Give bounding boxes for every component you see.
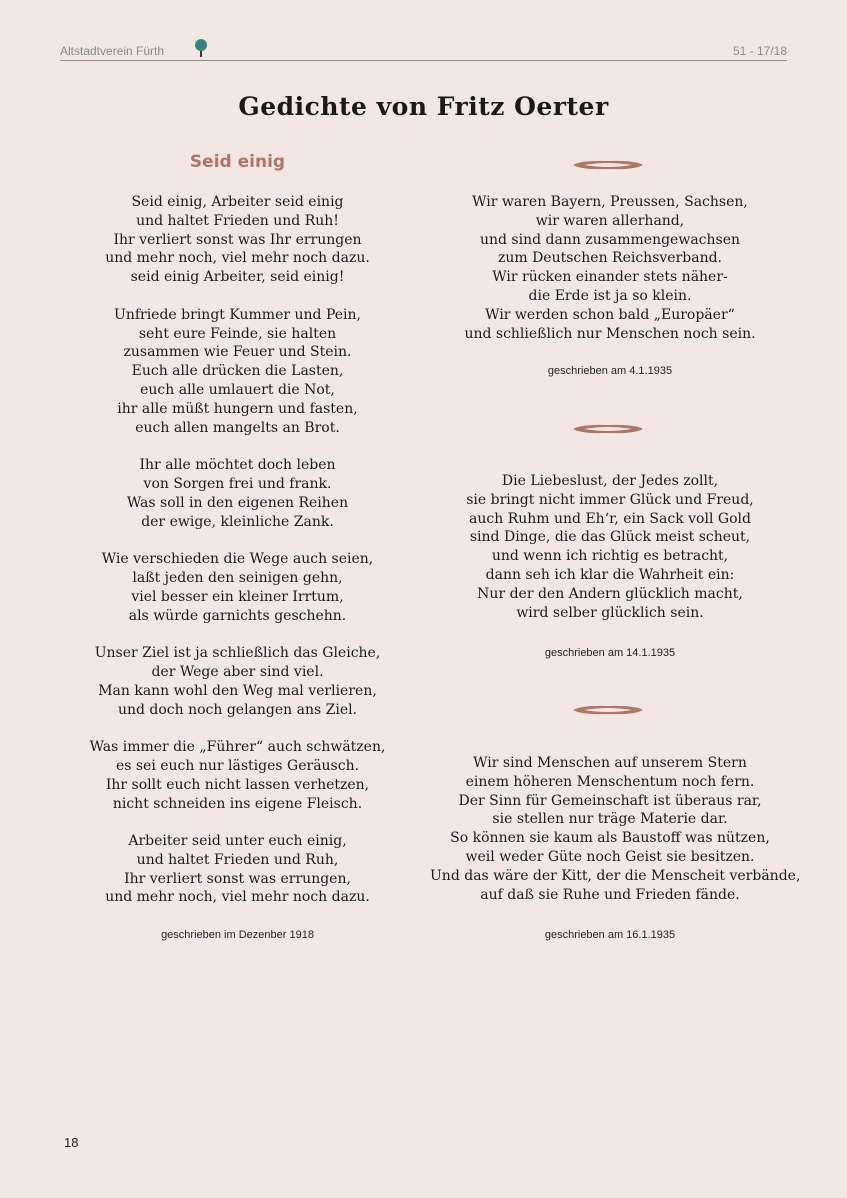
poem-line: der Wege aber sind viel. [151, 663, 324, 680]
tree-icon [194, 38, 208, 58]
poem-line: Die Liebeslust, der Jedes zollt, [501, 473, 719, 489]
poem-line: Was immer die „Führer“ auch schwätzen, [89, 739, 386, 756]
header-org: Altstadtverein Fürth [60, 44, 165, 58]
stanza [60, 832, 415, 907]
poem-line: viel besser ein kleiner Irrtum, [131, 588, 344, 605]
poem-line: dann seh ich klar die Wahrheit ein: [485, 566, 735, 583]
poem-line: Wir waren Bayern, Preussen, Sachsen, [472, 194, 748, 210]
header-issue: 51 - 17/18 [732, 44, 787, 58]
poem-date: geschrieben am 4.1.1935 [547, 365, 673, 377]
poem-line: seid einig Arbeiter, seid einig! [130, 269, 345, 286]
poem-line: Man kann wohl den Weg mal verlieren, [98, 682, 377, 699]
poem-line: sind Dinge, die das Glück meist scheut, [469, 529, 751, 546]
poem-line: und schließlich nur Menschen noch sein. [464, 325, 756, 342]
stanza [60, 644, 415, 719]
poem-line: Arbeiter seid unter euch einig, [128, 833, 347, 850]
poem-line: Wie verschieden die Wege auch seien, [101, 551, 374, 568]
poem-line: die Erde ist ja so klein. [528, 287, 692, 304]
poem-line: und mehr noch, viel mehr noch dazu. [105, 889, 370, 906]
poem-line: euch allen mangelts an Brot. [135, 419, 340, 436]
poem-line: So können sie kaum als Baustoff was nützen, [450, 830, 770, 847]
poem-liebeslust [430, 472, 790, 622]
poem-line: und wenn ich richtig es betracht, [491, 548, 729, 565]
poem-line: Ihr verliert sonst was errungen, [124, 870, 351, 887]
poem-title: Seid einig [189, 152, 286, 172]
poem-line: zum Deutschen Reichsverband. [497, 250, 723, 267]
poem-menschen-stern [430, 754, 801, 904]
poem-line: als würde garnichts geschehn. [128, 607, 347, 624]
poem-line: und haltet Frieden und Ruh, [136, 851, 339, 868]
poem-line: weil weder Güte noch Geist sie besitzen. [465, 848, 755, 865]
poem-line: seht eure Feinde, sie halten [138, 325, 337, 342]
poem-line: Wir sind Menschen auf unserem Stern [473, 755, 747, 771]
poem-line: Euch alle drücken die Lasten, [131, 363, 344, 380]
poem-line: Und das wäre der Kitt, der die Menscheit verbände, [430, 867, 801, 884]
poem-line: auf daß sie Ruhe und Frieden fände. [480, 886, 740, 903]
poem-line: und haltet Frieden und Ruh! [136, 212, 339, 229]
poem-line: Ihr alle möchtet doch leben [139, 457, 336, 474]
poem-line: Unser Ziel ist ja schließlich das Gleiche, [94, 645, 381, 662]
poem-seid-einig [60, 193, 415, 926]
divider-ornament-icon [572, 159, 644, 171]
poem-date: geschrieben am 16.1.1935 [544, 929, 676, 941]
poem-line: und mehr noch, viel mehr noch dazu. [105, 250, 370, 267]
poem-line: wir waren allerhand, [535, 212, 685, 229]
stanza [60, 550, 415, 625]
poem-line: Was soll in den eigenen Reihen [126, 494, 349, 511]
poem-line: laßt jeden den seinigen gehn, [132, 569, 343, 586]
poem-line: auch Ruhm und Eh‘r, ein Sack voll Gold [469, 510, 751, 527]
stanza [60, 193, 415, 287]
poem-line: Unfriede bringt Kummer und Pein, [114, 306, 361, 323]
poem-line: ihr alle müßt hungern und fasten, [117, 400, 358, 417]
poem-line: zusammen wie Feuer und Stein. [123, 344, 352, 361]
poem-line: Der Sinn für Gemeinschaft ist überaus rar, [458, 792, 762, 809]
poem-line: und doch noch gelangen ans Ziel. [117, 701, 358, 718]
page-title: Gedichte von Fritz Oerter [238, 92, 609, 121]
poem-line: Wir rücken einander stets näher- [492, 269, 728, 286]
poem-europaeer [430, 193, 790, 343]
stanza [60, 306, 415, 438]
stanza [60, 738, 415, 813]
poem-line: Nur der den Andern glücklich macht, [477, 585, 743, 602]
poem-line: wird selber glücklich sein. [516, 604, 704, 621]
poem-line: sie stellen nur träge Materie dar. [492, 811, 728, 828]
running-header [60, 42, 787, 61]
poem-line: es sei euch nur lästiges Geräusch. [115, 757, 360, 774]
poem-line: sie bringt nicht immer Glück und Freud, [466, 491, 754, 508]
divider-ornament-icon [572, 704, 644, 716]
poem-line: und sind dann zusammengewachsen [479, 231, 741, 248]
divider-ornament-icon [572, 423, 644, 435]
poem-line: von Sorgen frei und frank. [143, 475, 332, 492]
poem-line: euch alle umlauert die Not, [140, 381, 335, 398]
poem-line: Wir werden schon bald „Europäer“ [485, 306, 735, 323]
poem-line: nicht schneiden ins eigene Fleisch. [112, 795, 363, 812]
poem-date: geschrieben am 14.1.1935 [544, 647, 676, 659]
poem-line: Ihr verliert sonst was Ihr errungen [113, 231, 362, 248]
poem-line: Ihr sollt euch nicht lassen verhetzen, [105, 776, 370, 793]
poem-line: der ewige, kleinliche Zank. [141, 513, 334, 530]
page-number: 18 [64, 1135, 79, 1150]
poem-line: einem höheren Menschentum noch fern. [465, 773, 755, 790]
stanza [60, 456, 415, 531]
poem-date: geschrieben im Dezenber 1918 [161, 929, 314, 941]
poem-line: Seid einig, Arbeiter seid einig [131, 194, 344, 210]
